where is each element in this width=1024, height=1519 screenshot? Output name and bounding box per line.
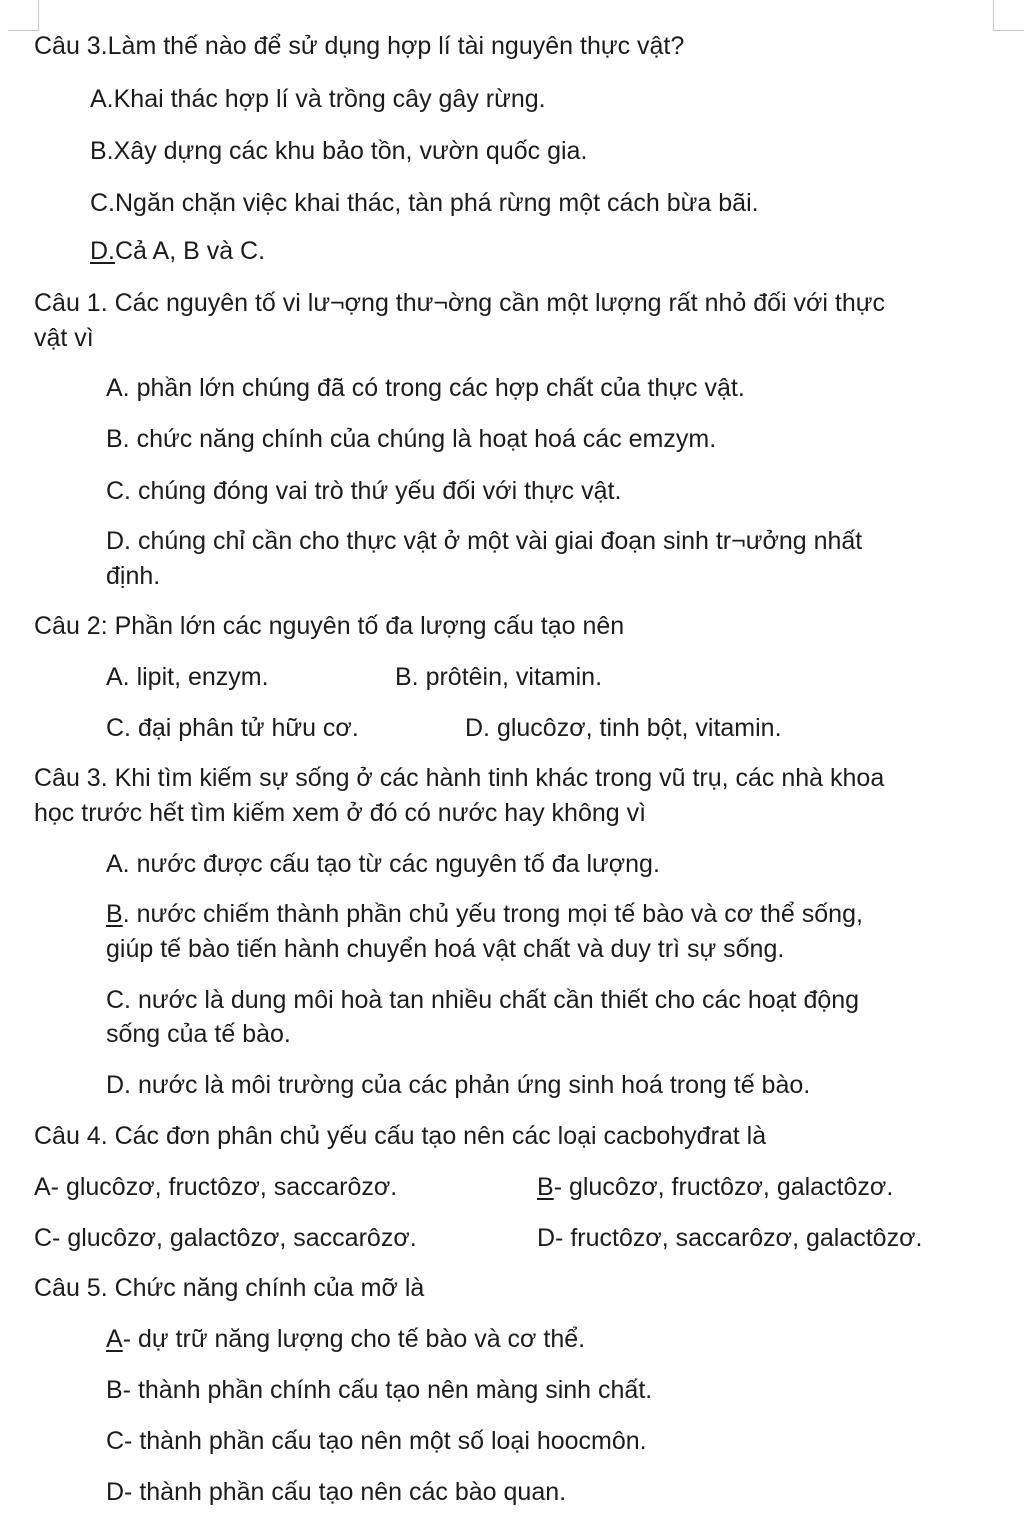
answer-option-b-continued: giúp tế bào tiến hành chuyển hoá vật chất và duy trì sự sống. — [106, 935, 785, 963]
answer-option-b — [537, 1169, 893, 1205]
answer-option-a — [106, 1321, 585, 1357]
answer-option-a: A- glucôzơ, fructôzơ, saccarôzơ. — [34, 1173, 398, 1201]
question-stem-continued: học trước hết tìm kiếm xem ở đó có nước hay không vì — [34, 799, 647, 827]
page-corner-mark-right — [993, 0, 1024, 31]
answer-option-b: B.Xây dựng các khu bảo tồn, vườn quốc gia. — [90, 137, 588, 165]
answer-option-d: D. chúng chỉ cần cho thực vật ở một vài giai đoạn sinh tr¬ưởng nhất — [106, 527, 863, 555]
answer-option-b: B. chức năng chính của chúng là hoạt hoá các emzym. — [106, 425, 717, 453]
answer-option-c: C- glucôzơ, galactôzơ, saccarôzơ. — [34, 1224, 417, 1252]
answer-option-b: B- thành phần chính cấu tạo nên màng sinh chất. — [106, 1376, 653, 1404]
answer-option-c: C. đại phân tử hữu cơ. — [106, 714, 359, 742]
answer-option-d: D. glucôzơ, tinh bột, vitamin. — [465, 714, 782, 742]
question-stem-continued: vật vì — [34, 324, 94, 352]
correct-answer-marker: A — [106, 1325, 123, 1353]
question-stem: Câu 2: Phần lớn các nguyên tố đa lượng cấu tạo nên — [34, 612, 625, 640]
answer-option-d-continued: định. — [106, 562, 161, 590]
answer-option-a: A. phần lớn chúng đã có trong các hợp chất của thực vật. — [106, 374, 745, 402]
correct-answer-marker: B — [106, 900, 123, 928]
question-stem: Câu 3. Khi tìm kiếm sự sống ở các hành tinh khác trong vũ trụ, các nhà khoa — [34, 764, 885, 792]
answer-option-c: C. chúng đóng vai trò thứ yếu đối với thực vật. — [106, 477, 622, 505]
answer-text: - dự trữ năng lượng cho tế bào và cơ thể. — [122, 1325, 586, 1353]
answer-option-c: C- thành phần cấu tạo nên một số loại hoocmôn. — [106, 1427, 647, 1455]
answer-option-c: C.Ngăn chặn việc khai thác, tàn phá rừng một cách bừa bãi. — [90, 189, 759, 217]
answer-text: . nước chiếm thành phần chủ yếu trong mọi tế bào và cơ thể sống, — [122, 900, 863, 928]
answer-option-d: D. nước là môi trường của các phản ứng sinh hoá trong tế bào. — [106, 1071, 811, 1099]
answer-text: - glucôzơ, fructôzơ, galactôzơ. — [553, 1173, 894, 1201]
answer-option-a: A.Khai thác hợp lí và trồng cây gây rừng. — [90, 85, 546, 113]
answer-text: Cả A, B và C. — [115, 237, 266, 265]
correct-answer-marker: B — [537, 1173, 554, 1201]
answer-option-d: D- fructôzơ, saccarôzơ, galactôzơ. — [537, 1224, 923, 1252]
answer-option-b: B. prôtêin, vitamin. — [395, 663, 603, 691]
question-stem: Câu 5. Chức năng chính của mỡ là — [34, 1274, 425, 1302]
answer-option-c: C. nước là dung môi hoà tan nhiều chất cần thiết cho các hoạt động — [106, 986, 860, 1014]
answer-option-d — [90, 233, 265, 269]
question-stem: Câu 1. Các nguyên tố vi lư¬ợng thư¬ờng cần một lượng rất nhỏ đối với thực — [34, 289, 886, 317]
answer-option-c-continued: sống của tế bào. — [106, 1020, 291, 1048]
correct-answer-marker: D. — [90, 237, 115, 265]
page-corner-mark-left — [8, 0, 39, 31]
answer-option-d: D- thành phần cấu tạo nên các bào quan. — [106, 1478, 567, 1506]
answer-option-a: A. lipit, enzym. — [106, 663, 269, 691]
answer-option-b — [106, 896, 863, 932]
question-stem: Câu 3.Làm thế nào để sử dụng hợp lí tài nguyên thực vật? — [34, 32, 685, 60]
answer-option-a: A. nước được cấu tạo từ các nguyên tố đa lượng. — [106, 850, 660, 878]
question-stem: Câu 4. Các đơn phân chủ yếu cấu tạo nên các loại cacbohyđrat là — [34, 1122, 767, 1150]
